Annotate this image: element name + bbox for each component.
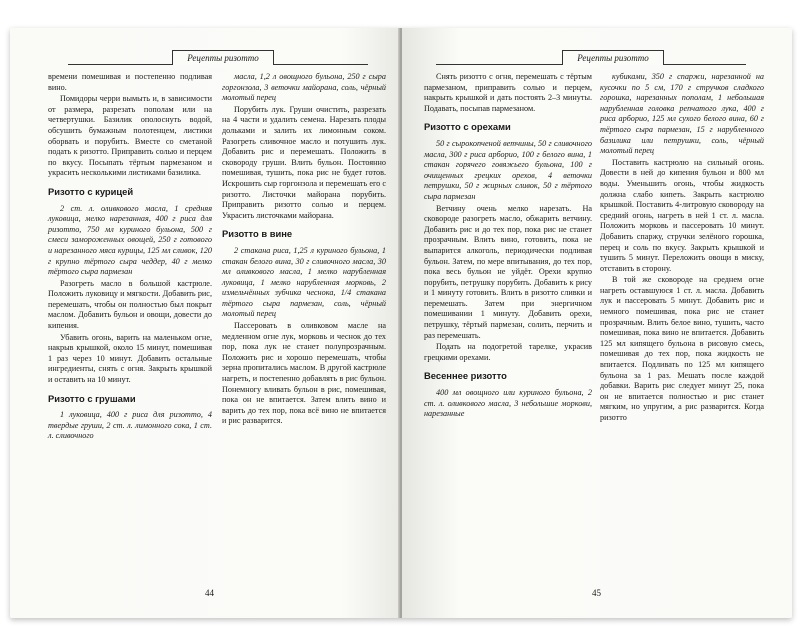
- running-header: Рецепты ризотто: [172, 50, 274, 65]
- ingredients-paragraph: кубиками, 350 г спаржи, нарезанной на кусочки по 5 см, 170 г стручков сладкого горошка, нарезанных пополам, 1 небольшая нарубленная головка репчатого лука, 400 г риса арборио, 125 мл сухого белого вина, 60 г тёртого сыра пармезан, 15 г нарубленного базилика или петрушки, соль, чёрный молотый перец: [600, 72, 764, 156]
- recipe-heading: Ризотто с курицей: [48, 185, 134, 197]
- recipe-heading: Весеннее ризотто: [424, 370, 507, 382]
- ingredients-paragraph: 2 стакана риса, 1,25 л куриного бульона, 1 стакан белого вина, 30 г сливочного масла, 30 мл оливкового масла, 1 мелко нарубленная луковица, 1 мелко нарубленная морковь, 2 измельчённых зубчика чеснока, 1/4 стакана тёртого сыра пармезан, соль, чёрный молотый перец: [222, 245, 386, 319]
- text-paragraph: времени помешивая и постепенно подливая вино.: [48, 72, 212, 92]
- ingredients-paragraph: 400 мл овощного или куриного бульона, 2 ст. л. оливкового масла, 3 небольшие моркови, нарезанные: [424, 388, 592, 419]
- running-header: Рецепты ризотто: [562, 50, 664, 65]
- ingredients-paragraph: 1 луковица, 400 г риса для ризотто, 4 твердые груши, 2 ст. л. лимонного сока, 1 ст. л. сливочного: [48, 410, 212, 441]
- book-spread: [10, 28, 792, 618]
- page-number: 45: [592, 588, 601, 598]
- right-column-2: [600, 72, 764, 425]
- page-number: 44: [205, 588, 214, 598]
- left-column-2: [222, 72, 386, 428]
- ingredients-paragraph: масла, 1,2 л овощного бульона, 250 г сыра горгонзола, 3 веточки майорана, соль, чёрный молотый перец: [222, 72, 386, 103]
- text-paragraph: Пассеровать в оливковом масле на медленном огне лук, морковь и чеснок до тех пор, пока лук не станет полупрозрачным. Положить рис и хорошо перемешать, чтобы зерна пропитались маслом. В другой кастрюле нагреть, и постепенно добавлять в рис бульон. Понемногу вливать бульон в рис, помешивая, пока он не впитается. Затем влить вино и варить до тех пор, пока всё вино не впитается и рис разварится.: [222, 321, 386, 426]
- text-paragraph: Разогреть масло в большой кастрюле. Положить луковицу и мягкости. Добавить рис, перемешать, чтобы он полностью был покрыт маслом. Добавить бульон и овощи, довести до кипения.: [48, 278, 212, 331]
- ingredients-paragraph: 2 ст. л. оливкового масла, 1 средняя луковица, мелко нарезанная, 400 г риса для ризотто, 750 мл куриного бульона, 500 г смеси замороженных овощей, 250 г готового и нарезанного мяса курицы, 125 мл сливок, 120 г крупно тёртого сыра чеддер, 40 г мелко тёртого сыра пармезан: [48, 203, 212, 277]
- recipe-heading: Ризотто с орехами: [424, 121, 511, 133]
- text-paragraph: Подать на подогретой тарелке, украсив грецкими орехами.: [424, 342, 592, 362]
- text-paragraph: Порубить лук. Груши очистить, разрезать на 4 части и удалить семена. Нарезать плоды дольками и залить их лимонным соком. Разогреть сливочное масло и потушить лук. Добавить рис и перемешать. Положить в сковороду груши. Влить бульон. Постоянно помешивая, тушить, пока рис не будет готов. Искрошить сыр горгонзола и перемешать его с ризотто. Листочки майорана порубить. Приправить ризотто солью и перцем. Украсить листочками майорана.: [222, 104, 386, 220]
- ingredients-paragraph: 50 г сырокопченой ветчины, 50 г сливочного масла, 300 г риса арборио, 100 г белого вина, 1 стакан горячего говяжьего бульона, 100 г очищенных грецких орехов, 4 веточки петрушки, 50 г жирных сливок, 50 г тёртого сыра пармезан: [424, 138, 592, 201]
- text-paragraph: Поставить кастрюлю на сильный огонь. Довести в ней до кипения бульон и 800 мл воды. Уменьшить огонь, чтобы жидкость должна слабо кипеть. Закрыть кастрюлю крышкой. Поставить 4-литровую сковороду на средний огонь, нагреть в ней 1 ст. л. масла. Положить морковь и пассеровать 10 минут. Добавить спаржу, стручки зелёного горошка, перец и соль по вкусу. Закрыть крышкой и тушить 5 минут. Переложить овощи в миску, отставить в сторону.: [600, 157, 764, 273]
- right-page: [402, 28, 792, 618]
- text-paragraph: Ветчину очень мелко нарезать. На сковороде разогреть масло, обжарить ветчину. Добавить рис и до тех пор, пока рис не станет прозрачным. Влить вино, готовить, пока не выпарится алкоголь, периодически подливая бульон. Затем, по мере впитывания, до тех пор, пока весь бульон не уйдёт. Орехи крупно порубить, петрушку порубить. Добавить к рису и 1 минуту готовить. Влить в ризотто сливки и перемешать. Затем при энергичном помешивании 1 минуту. Добавить орехи, петрушку, тёртый пармезан, солить, перчить и раз перемешать.: [424, 203, 592, 340]
- recipe-heading: Ризотто с грушами: [48, 392, 136, 404]
- right-column-1: [424, 72, 592, 421]
- text-paragraph: Убавить огонь, варить на маленьком огне, накрыв крышкой, около 15 минут, помешивая 1 раз через 10 минут. Добавить остальные ингредиенты, снять с огня. Закрыть крышкой и оставить на 10 минут.: [48, 332, 212, 385]
- text-paragraph: Снять ризотто с огня, перемешать с тёртым пармезаном, приправить солью и перцем, накрыть крышкой и дать постоять 2–3 минуты. Подавать, посыпав пармезаном.: [424, 72, 592, 113]
- left-page: [10, 28, 400, 618]
- recipe-heading: Ризотто в вине: [222, 228, 293, 240]
- text-paragraph: В той же сковороде на среднем огне нагреть оставшуюся 1 ст. л. масла. Добавить лук и пассеровать 5 минут. Добавить рис и немного помешивая, пока рис не станет прозрачным. Влить белое вино, тушить, часто помешивая, пока вино не впитается. Добавить 125 мл кипящего бульона в рисовую смесь, помешивая до тех пор, пока жидкость не впитается. Подливать по 125 мл кипящего бульона за 1 раз. Мешать после каждой добавки. Варить рис следует минут 25, пока он не впитается полностью и рис станет мягким, но упругим, а рис разварится. Когда ризотто: [600, 275, 764, 422]
- text-paragraph: Помидоры черри вымыть и, в зависимости от размера, разрезать пополам или на четвертушки. Базилик ополоснуть водой, обсушить бумажным полотенцем, листики оборвать и порубить. Вместе со сметаной подать к ризотто. Приправить солью и перцем по вкусу. Посыпать тёртым пармезаном и украсить несколькими листиками базилика.: [48, 94, 212, 178]
- left-column-1: [48, 72, 212, 443]
